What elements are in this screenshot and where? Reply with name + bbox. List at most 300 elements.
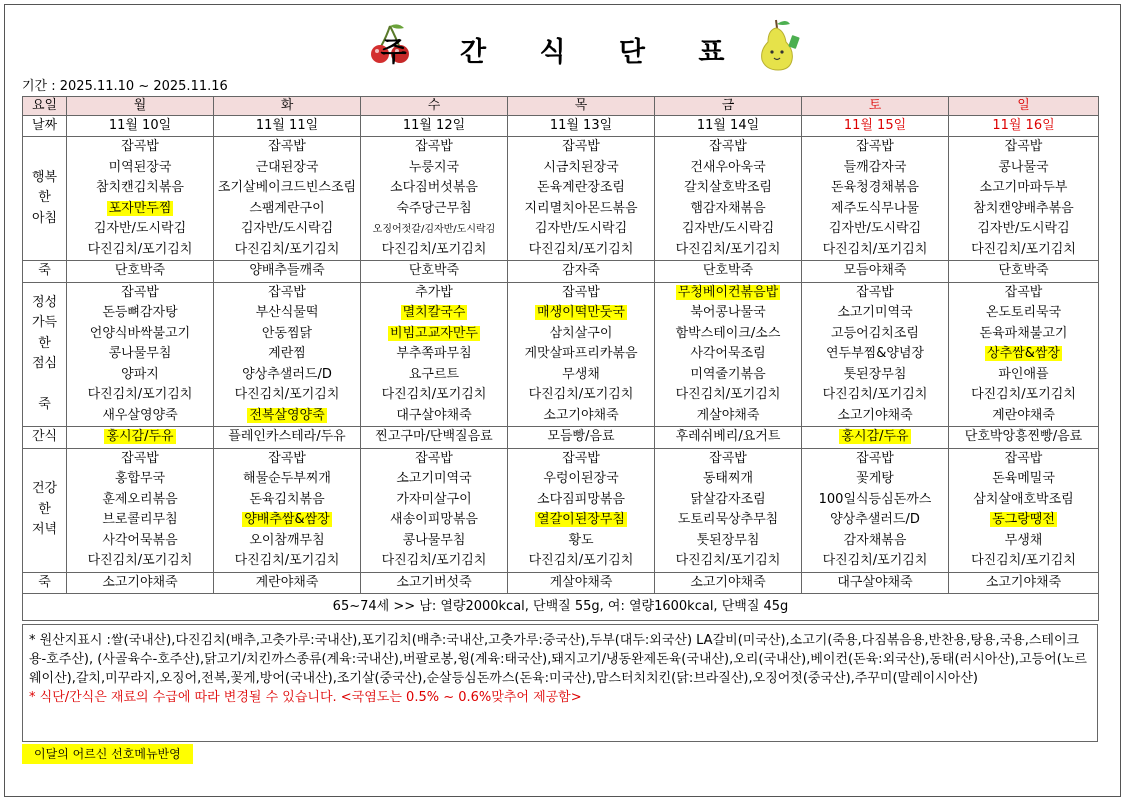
menu-item-text: 들깨감자국: [843, 159, 907, 175]
menu-cell: [67, 448, 214, 572]
menu-item-text: 돈등뼈감자탕: [102, 305, 178, 320]
menu-item: [508, 303, 654, 324]
menu-item: [949, 344, 1098, 365]
nutrition-row: [23, 594, 1099, 621]
dinner-porridge-row-label: 죽: [23, 572, 67, 594]
menu-item: [67, 219, 213, 240]
menu-item-text: 김자반/도시락김: [681, 221, 775, 236]
menu-item: [214, 283, 360, 304]
menu-item: [67, 551, 213, 572]
menu-item-text: 콩나물무침: [402, 532, 466, 548]
menu-cell: [655, 427, 802, 449]
menu-item-text: 훈제오리볶음: [102, 491, 178, 507]
breakfast-row-label: [23, 137, 67, 261]
menu-cell: [655, 137, 802, 261]
meal-label-line: 아침: [31, 210, 58, 226]
menu-item-text: 게맛살파프리카볶음: [524, 346, 638, 361]
menu-item: [949, 531, 1098, 552]
menu-item-text: 동그랑땡전: [992, 512, 1055, 527]
menu-item-text: 멸치칼국수: [402, 305, 466, 320]
menu-item: [361, 158, 507, 179]
menu-item-text: 다진김치/포기김치: [675, 241, 781, 257]
menu-item: [361, 406, 507, 427]
porridge-label: 죽: [38, 397, 51, 413]
menu-item: [508, 344, 654, 365]
menu-item-text: 잡곡밥: [1004, 139, 1043, 154]
menu-item-text: 북어콩나물국: [690, 305, 766, 320]
lunch-row: [23, 282, 1099, 427]
menu-item-text: 누룽지국: [408, 159, 460, 175]
meal-label-line: 한: [38, 501, 51, 517]
menu-item: [949, 510, 1098, 531]
menu-cell: [655, 572, 802, 594]
menu-item-text: 잡곡밥: [709, 139, 747, 154]
menu-cell: [802, 572, 949, 594]
menu-item: [655, 303, 801, 324]
menu-cell: [214, 572, 361, 594]
menu-item: [949, 199, 1098, 220]
menu-item-text: 소고기야채죽: [102, 574, 178, 590]
meal-label-line: 행복: [31, 169, 58, 185]
menu-item: [361, 199, 507, 220]
menu-cell: [214, 137, 361, 261]
menu-item: [655, 385, 801, 406]
menu-item-text: 참치캔양배추볶음: [973, 200, 1074, 216]
menu-item-text: 가자미살구이: [396, 491, 472, 507]
menu-item: [802, 219, 948, 240]
menu-item: [214, 490, 360, 511]
menu-cell: [67, 282, 214, 427]
menu-item-text: 삼치살애호박조림: [973, 491, 1074, 507]
date-label: 날짜: [23, 116, 67, 137]
menu-item-text: 잡곡밥: [562, 139, 600, 154]
menu-item-text: 잡곡밥: [268, 284, 306, 300]
menu-item: [67, 303, 213, 324]
day-header: 목: [508, 97, 655, 116]
menu-item: [508, 240, 654, 261]
menu-item-text: 지리멸치아몬드볶음: [524, 200, 638, 216]
day-header: 금: [655, 97, 802, 116]
meal-label-line: 점심: [31, 356, 58, 372]
menu-item: [361, 385, 507, 406]
menu-item-text: 돈육파채불고기: [979, 325, 1068, 341]
menu-item-text: 김자반/도시락김: [240, 221, 334, 236]
menu-item: [655, 137, 801, 158]
menu-item-text: 고등어김치조림: [831, 325, 919, 341]
menu-item-text: 잡곡밥: [121, 450, 159, 466]
menu-item: [67, 406, 213, 427]
menu-item-text: 동태찌개: [702, 471, 754, 486]
menu-item: [214, 531, 360, 552]
change-warning: * 식단/간식은 재료의 수급에 따라 변경될 수 있습니다. <국염도는 0.5% ~ 0.6%맞추어 제공함>: [29, 690, 582, 705]
menu-item: [361, 178, 507, 199]
menu-item-text: 부추쪽파무침: [396, 346, 472, 361]
menu-item: [655, 365, 801, 386]
breakfast-porridge-row-label: 죽: [23, 261, 67, 283]
menu-item-text: 무청베이컨볶음밥: [677, 284, 779, 300]
menu-item-text: 브로콜리무침: [102, 512, 178, 527]
menu-item-text: 상추쌈&쌈장: [987, 346, 1060, 361]
date-cell: 11월 11일: [214, 116, 361, 137]
menu-item-text: 후레쉬베리/요거트: [675, 429, 781, 444]
menu-item: [361, 510, 507, 531]
menu-item-text: 다진김치/포기김치: [87, 241, 193, 257]
menu-item: [214, 178, 360, 199]
menu-item: [214, 219, 360, 240]
menu-item-text: 잡곡밥: [268, 139, 306, 154]
menu-item-text: 잡곡밥: [1004, 450, 1043, 466]
menu-cell: [802, 427, 949, 449]
menu-item: [508, 449, 654, 470]
date-cell: 11월 16일: [949, 116, 1099, 137]
menu-item-text: 다진김치/포기김치: [528, 241, 634, 257]
menu-item: [949, 406, 1098, 427]
menu-cell: [361, 448, 508, 572]
menu-item: [802, 531, 948, 552]
breakfast-porridge-row: [23, 261, 1099, 283]
menu-item: [949, 240, 1098, 261]
menu-item-text: 잡곡밥: [415, 139, 453, 154]
menu-item-text: 잡곡밥: [268, 450, 306, 466]
menu-item-text: 다진김치/포기김치: [675, 387, 781, 402]
menu-item: [361, 531, 507, 552]
menu-item-text: 소고기야채죽: [690, 574, 766, 590]
menu-item-text: 모듬야채죽: [843, 263, 907, 278]
menu-cell: [214, 261, 361, 283]
menu-item: [949, 449, 1098, 470]
menu-item: [361, 240, 507, 261]
menu-item-text: 잡곡밥: [562, 284, 600, 300]
day-header: 수: [361, 97, 508, 116]
menu-item: [949, 178, 1098, 199]
menu-item-text: 미역줄기볶음: [690, 366, 766, 382]
menu-item-text: 소고기야채죽: [837, 407, 913, 423]
menu-item-text: 플레인카스테라/두유: [228, 429, 346, 444]
menu-item: [67, 449, 213, 470]
menu-item-text: 돈육청경채볶음: [831, 180, 919, 195]
menu-item: [214, 551, 360, 572]
snack-row: [23, 427, 1099, 449]
date-cell: 11월 10일: [67, 116, 214, 137]
menu-item: [67, 365, 213, 386]
menu-item-text: 새송이피망볶음: [390, 512, 478, 527]
menu-item-text: 숙주당근무침: [396, 200, 472, 216]
menu-item: [802, 283, 948, 304]
menu-item-text: 톳된장무침: [843, 366, 907, 382]
origin-notice: * 원산지표시 :쌀(국내산),다진김치(배추,고춧가루:국내산),포기김치(배추:국내산,고춧가루:중국산),두부(대두:외국산) LA갈비(미국산),소고기(죽용,다짐볶음용,반찬용,탕용,국용,스테이크용-호주산), (사골육수-호주산),닭고기/치킨까스종류(계육:국내산),버팔로봉,윙(계육:태국산),돼지고기/냉동완제돈육(국내산),오리(국내산),베이컨(돈육:외국산),동태(러시아산),고등어(노르웨이산),갈치,미꾸라지,오징어,전복,꽃게,방어(국내산),조기살(중국산),순살등심돈까스(돈육:미국산),맘스터치치킨(닭:브라질산),오징어젓(중국산),주꾸미(말레이시아산): [29, 633, 1087, 686]
menu-item: [655, 158, 801, 179]
menu-cell: [949, 448, 1099, 572]
menu-cell: [214, 282, 361, 427]
menu-item-text: 소고기버섯죽: [396, 574, 472, 590]
menu-item: [508, 531, 654, 552]
menu-item-text: 다진김치/포기김치: [822, 241, 928, 257]
menu-item: [655, 283, 801, 304]
menu-item-text: 새우살영양죽: [102, 407, 178, 423]
menu-item-text: 양배추쌈&쌈장: [244, 512, 330, 527]
menu-item: [214, 365, 360, 386]
date-cell: 11월 13일: [508, 116, 655, 137]
meal-label-line: 가득: [31, 315, 58, 331]
menu-item: [67, 385, 213, 406]
menu-item-text: 콩나물국: [998, 159, 1049, 175]
menu-item-text: 소다짐버섯볶음: [390, 180, 478, 195]
meal-label-line: 저녁: [31, 522, 58, 538]
menu-item-text: 모듬빵/음료: [547, 429, 615, 444]
day-header-row: [23, 97, 1099, 116]
menu-item: [214, 240, 360, 261]
menu-item-text: 참치캔김치볶음: [96, 180, 184, 195]
day-header: 일: [949, 97, 1099, 116]
menu-item: [67, 344, 213, 365]
menu-item: [508, 365, 654, 386]
menu-item-text: 잡곡밥: [121, 284, 159, 300]
menu-item-text: 대구살야채죽: [837, 574, 913, 590]
menu-item: [802, 510, 948, 531]
menu-item: [361, 324, 507, 345]
menu-item: [361, 303, 507, 324]
menu-item: [802, 158, 948, 179]
menu-item: [214, 303, 360, 324]
menu-item-text: 김자반/도시락김: [93, 221, 187, 236]
menu-item-text: 갈치살호박조림: [684, 180, 772, 195]
meal-label-line: 정성: [31, 294, 58, 310]
menu-cell: [214, 448, 361, 572]
menu-cell: [949, 427, 1099, 449]
menu-cell: [361, 572, 508, 594]
menu-item: [67, 283, 213, 304]
menu-item-text: 다진김치/포기김치: [234, 241, 340, 257]
menu-item-text: 무생채: [1004, 532, 1043, 548]
menu-item-text: 게살야채죽: [549, 574, 613, 590]
menu-item: [361, 490, 507, 511]
menu-item: [802, 303, 948, 324]
menu-cell: [949, 572, 1099, 594]
lunch-row-label: [23, 282, 67, 427]
menu-item-text: 잡곡밥: [709, 450, 747, 466]
menu-item-text: 요구르트: [408, 366, 460, 382]
menu-item: [67, 324, 213, 345]
menu-item: [655, 490, 801, 511]
menu-item: [214, 510, 360, 531]
dinner-row: [23, 448, 1099, 572]
menu-item-text: 양상추샐러드/D: [830, 512, 920, 527]
menu-item-text: 다진김치/포기김치: [822, 553, 928, 568]
menu-cell: [508, 427, 655, 449]
menu-cell: [214, 427, 361, 449]
label-spacer: [23, 375, 66, 396]
menu-item: [508, 324, 654, 345]
menu-item-text: 양상추샐러드/D: [242, 366, 332, 382]
menu-cell: [67, 261, 214, 283]
menu-item: [67, 158, 213, 179]
day-header: 토: [802, 97, 949, 116]
menu-item-text: 톳된장무침: [696, 532, 760, 548]
menu-item-text: 감자죽: [562, 263, 600, 278]
menu-item: [214, 344, 360, 365]
menu-item: [802, 469, 948, 490]
menu-item: [214, 158, 360, 179]
menu-item-text: 오징어젓갈/김자반/도시락김: [372, 224, 496, 235]
meal-label-line: 한: [38, 335, 51, 351]
menu-item-text: 건새우아욱국: [690, 159, 766, 175]
menu-cell: [655, 448, 802, 572]
menu-item-text: 다진김치/포기김치: [675, 553, 781, 568]
menu-cell: [949, 137, 1099, 261]
menu-item: [802, 490, 948, 511]
menu-item: [802, 406, 948, 427]
menu-item-text: 돈육김치볶음: [249, 491, 325, 507]
menu-item: [508, 510, 654, 531]
menu-item-text: 햄감자채볶음: [690, 200, 766, 216]
menu-cell: [802, 448, 949, 572]
menu-cell: [361, 261, 508, 283]
menu-cell: [508, 282, 655, 427]
menu-item-text: 다진김치/포기김치: [381, 241, 487, 257]
notes-box: [22, 624, 1098, 742]
menu-item-text: 사각어묵볶음: [102, 532, 178, 548]
menu-item-text: 잡곡밥: [856, 139, 894, 154]
menu-cell: [655, 282, 802, 427]
day-header: 화: [214, 97, 361, 116]
menu-item: [802, 240, 948, 261]
menu-item: [949, 219, 1098, 240]
menu-item: [214, 324, 360, 345]
menu-item-text: 다진김치/포기김치: [381, 387, 487, 402]
menu-item-text: 다진김치/포기김치: [87, 387, 193, 402]
menu-item: [361, 365, 507, 386]
menu-item-text: 돈육메밀국: [992, 471, 1055, 486]
menu-item-text: 온도토리묵국: [985, 305, 1062, 320]
menu-item-text: 미역된장국: [108, 159, 172, 175]
menu-item-text: 단호박죽: [114, 263, 166, 278]
menu-item-text: 단호박죽: [702, 263, 754, 278]
menu-item: [655, 531, 801, 552]
menu-item-text: 언양식바싹불고기: [89, 325, 191, 341]
menu-cell: [361, 427, 508, 449]
menu-item: [214, 199, 360, 220]
menu-item-text: 부산식물떡: [255, 305, 319, 320]
date-cell: 11월 15일: [802, 116, 949, 137]
menu-item-text: 열갈이된장무침: [537, 512, 625, 527]
menu-item-text: 다진김치/포기김치: [822, 387, 928, 402]
menu-cell: [508, 261, 655, 283]
menu-item: [949, 283, 1098, 304]
menu-item-text: 전복살영양죽: [249, 407, 325, 423]
menu-item-text: 다진김치/포기김치: [234, 553, 340, 568]
menu-item-text: 콩나물무침: [108, 346, 172, 361]
menu-item: [214, 385, 360, 406]
menu-item-text: 다진김치/포기김치: [234, 387, 340, 402]
menu-item: [655, 510, 801, 531]
menu-cell: [67, 137, 214, 261]
menu-item-text: 홍합무국: [114, 471, 166, 486]
menu-item-text: 안동찜닭: [261, 325, 313, 341]
menu-item: [361, 344, 507, 365]
menu-item-text: 홍시감/두유: [106, 429, 174, 444]
menu-cell: [802, 137, 949, 261]
menu-item: [655, 406, 801, 427]
preference-legend: 이달의 어르신 선호메뉴반영: [22, 744, 193, 764]
menu-item: [655, 551, 801, 572]
menu-cell: [949, 282, 1099, 427]
menu-cell: [361, 282, 508, 427]
snack-row-label: 간식: [23, 427, 67, 449]
menu-item: [655, 219, 801, 240]
menu-item: [361, 137, 507, 158]
menu-item: [508, 283, 654, 304]
menu-item-text: 단호박죽: [998, 263, 1049, 278]
menu-item-text: 시금치된장국: [543, 159, 619, 175]
page-title: 주 간 식 단 표: [380, 37, 747, 68]
menu-item: [214, 449, 360, 470]
menu-item: [949, 490, 1098, 511]
menu-item-text: 소다짐피망볶음: [537, 491, 625, 507]
menu-item-text: 다진김치/포기김치: [381, 553, 487, 568]
menu-item: [67, 137, 213, 158]
menu-item: [67, 178, 213, 199]
menu-cell: [508, 572, 655, 594]
menu-item: [508, 178, 654, 199]
menu-item-text: 꽃게탕: [856, 471, 894, 486]
menu-item: [67, 531, 213, 552]
menu-cell: [802, 261, 949, 283]
meal-label-line: 건강: [31, 481, 58, 497]
meal-label-line: 한: [38, 190, 51, 206]
menu-item-text: 잡곡밥: [856, 450, 894, 466]
menu-item: [508, 137, 654, 158]
menu-item: [214, 469, 360, 490]
menu-item-text: 홍시감/두유: [841, 429, 909, 444]
date-row: [23, 116, 1099, 137]
menu-item: [802, 199, 948, 220]
menu-item: [949, 469, 1098, 490]
menu-item-text: 소고기마파두부: [979, 180, 1068, 195]
menu-item-text: 김자반/도시락김: [534, 221, 628, 236]
menu-item: [361, 469, 507, 490]
menu-item-text: 계란야채죽: [255, 574, 319, 590]
menu-item: [655, 240, 801, 261]
menu-item-text: 연두부찜&양념장: [825, 346, 925, 361]
menu-item: [214, 406, 360, 427]
menu-item-text: 삼치살구이: [549, 325, 613, 341]
date-cell: 11월 14일: [655, 116, 802, 137]
menu-item: [655, 344, 801, 365]
weekly-menu-table: [22, 96, 1099, 621]
menu-item: [508, 551, 654, 572]
menu-item-text: 대구살야채죽: [396, 407, 472, 423]
menu-item: [508, 158, 654, 179]
menu-item: [949, 158, 1098, 179]
menu-cell: [802, 282, 949, 427]
menu-cell: [67, 427, 214, 449]
menu-item-text: 오이참깨무침: [249, 532, 325, 548]
menu-item-text: 사각어묵조림: [690, 346, 766, 361]
menu-item: [655, 449, 801, 470]
menu-item: [361, 449, 507, 470]
menu-item-text: 다진김치/포기김치: [528, 553, 634, 568]
breakfast-row: [23, 137, 1099, 261]
menu-item: [949, 385, 1098, 406]
menu-item: [508, 490, 654, 511]
menu-item: [508, 199, 654, 220]
menu-cell: [67, 572, 214, 594]
menu-item-text: 양파지: [121, 366, 159, 382]
menu-item-text: 우렁이된장국: [543, 471, 619, 486]
menu-item-text: 소고기야채죽: [985, 574, 1062, 590]
menu-item: [802, 385, 948, 406]
menu-item-text: 김자반/도시락김: [977, 221, 1070, 236]
